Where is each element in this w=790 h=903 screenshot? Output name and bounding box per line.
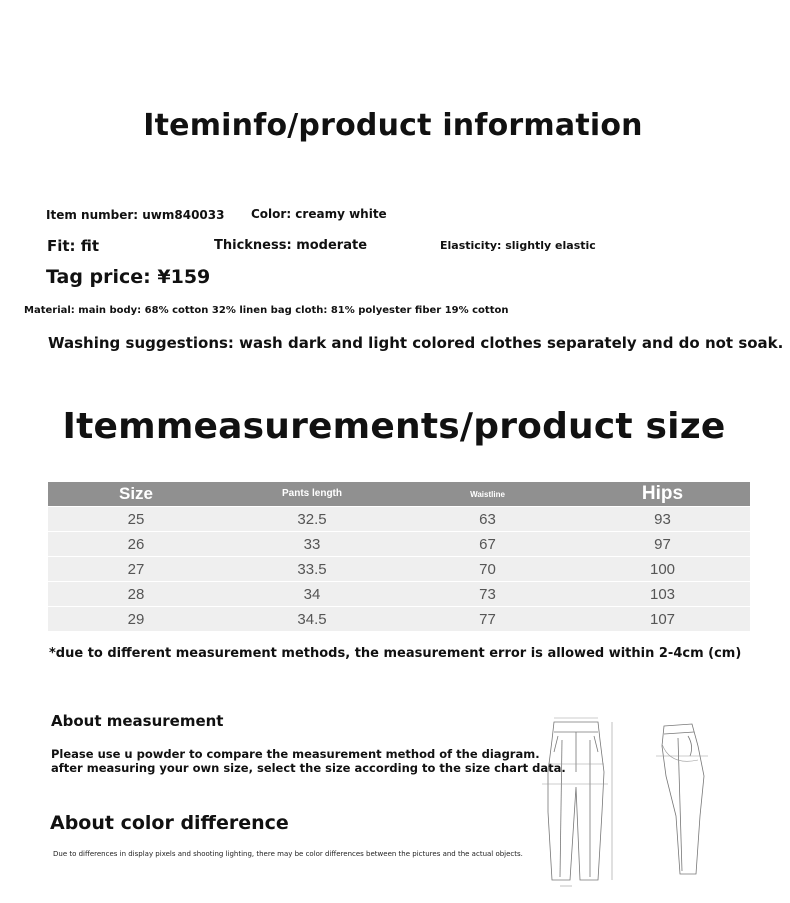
cell-pants-length: 33	[224, 532, 400, 556]
cell-hips: 103	[575, 582, 750, 606]
cell-waistline: 73	[400, 582, 575, 606]
measurement-heading: About measurement	[51, 712, 224, 730]
cell-pants-length: 32.5	[224, 507, 400, 531]
table-row	[48, 557, 750, 581]
cell-hips: 100	[575, 557, 750, 581]
item-color: Color: creamy white	[251, 207, 387, 221]
header-waistline: Waistline	[400, 482, 575, 506]
item-number: Item number: uwm840033	[46, 208, 225, 222]
size-title: Itemmeasurements/product size	[62, 406, 726, 447]
header-hips: Hips	[575, 482, 750, 506]
cell-size: 28	[48, 582, 224, 606]
cell-size: 25	[48, 507, 224, 531]
cell-waistline: 67	[400, 532, 575, 556]
color-difference-text: Due to differences in display pixels and shooting lighting, there may be color differences between the pictures and the actual objects.	[53, 850, 523, 858]
info-title: Iteminfo/product information	[143, 108, 643, 143]
cell-size: 27	[48, 557, 224, 581]
cell-size: 29	[48, 607, 224, 631]
cell-pants-length: 33.5	[224, 557, 400, 581]
header-size: Size	[48, 482, 224, 506]
table-row	[48, 607, 750, 631]
size-table	[48, 481, 750, 632]
size-table-header	[48, 482, 750, 506]
measurement-note: *due to different measurement methods, the measurement error is allowed within 2-4cm (cm)	[49, 646, 742, 661]
cell-hips: 97	[575, 532, 750, 556]
washing-suggestions: Washing suggestions: wash dark and light colored clothes separately and do not soak.	[48, 334, 784, 352]
cell-pants-length: 34.5	[224, 607, 400, 631]
pants-front-diagram	[540, 712, 630, 892]
table-row	[48, 507, 750, 531]
tag-price: Tag price: ¥159	[46, 266, 211, 288]
color-difference-heading: About color difference	[50, 812, 289, 834]
measurement-line-2: after measuring your own size, select the size according to the size chart data.	[51, 761, 566, 775]
cell-hips: 93	[575, 507, 750, 531]
cell-waistline: 63	[400, 507, 575, 531]
table-row	[48, 582, 750, 606]
material: Material: main body: 68% cotton 32% linen bag cloth: 81% polyester fiber 19% cotton	[24, 305, 509, 316]
pants-side-diagram	[648, 716, 718, 880]
cell-size: 26	[48, 532, 224, 556]
cell-waistline: 77	[400, 607, 575, 631]
item-thickness: Thickness: moderate	[214, 238, 368, 253]
cell-waistline: 70	[400, 557, 575, 581]
cell-pants-length: 34	[224, 582, 400, 606]
table-row	[48, 532, 750, 556]
cell-hips: 107	[575, 607, 750, 631]
header-pants-length: Pants length	[224, 482, 400, 506]
item-elasticity: Elasticity: slightly elastic	[440, 239, 596, 252]
measurement-line-1: Please use u powder to compare the measurement method of the diagram.	[51, 747, 540, 761]
item-fit: Fit: fit	[47, 237, 100, 255]
